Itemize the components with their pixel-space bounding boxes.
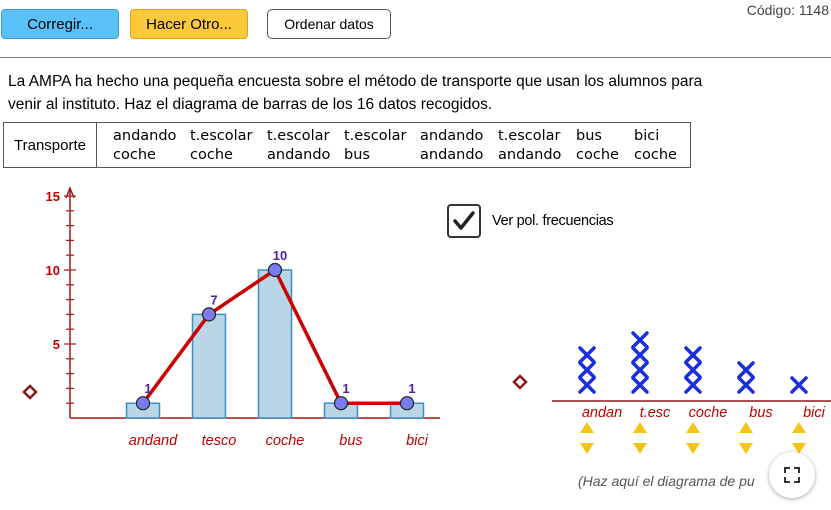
- hacer-otro-button[interactable]: Hacer Otro...: [130, 9, 248, 39]
- dot-plot-marker: [633, 378, 647, 392]
- dot-plot-marker: [686, 348, 700, 362]
- table-cell: bici coche: [634, 128, 677, 163]
- decrease-arrow-icon: [580, 443, 594, 454]
- dot-plot-marker: [633, 348, 647, 362]
- x-tick-label: andand: [128, 433, 178, 449]
- value-label: 1: [342, 381, 350, 397]
- y-tick-label: 15: [45, 189, 60, 204]
- dot-plot-category-label: t.esc: [639, 405, 671, 421]
- x-tick-label: bici: [406, 433, 428, 449]
- fullscreen-button[interactable]: [769, 452, 815, 498]
- dot-plot-hint: (Haz aquí el diagrama de pu: [578, 473, 755, 489]
- decrease-arrow-icon: [686, 443, 700, 454]
- decrease-arrow-icon: [739, 443, 753, 454]
- value-label: 1: [408, 381, 416, 397]
- dot-plot-marker: [792, 378, 806, 392]
- value-label: 10: [272, 248, 288, 263]
- increase-arrow-icon: [686, 422, 700, 433]
- diamond-marker: [514, 376, 526, 388]
- codigo-label: Código: 1148: [746, 2, 829, 18]
- dot-plot-marker: [686, 378, 700, 392]
- dot-plot-marker: [580, 363, 594, 377]
- table-cell: t.escolar andando: [498, 128, 562, 163]
- dot-plot-category-label: bus: [749, 405, 773, 421]
- dot-plot-marker: [739, 363, 753, 377]
- corregir-button[interactable]: Corregir...: [1, 9, 119, 39]
- x-tick-label: coche: [265, 433, 305, 449]
- increase-arrow-icon: [633, 422, 647, 433]
- dot-plot-marker: [580, 348, 594, 362]
- check-icon: [449, 206, 479, 236]
- ordenar-datos-button[interactable]: Ordenar datos: [267, 9, 391, 39]
- x-tick-label: tesco: [201, 433, 237, 449]
- dot-plot-category-label: andan: [581, 405, 623, 421]
- dot-plot-marker: [580, 378, 594, 392]
- table-cell: t.escolar bus: [344, 128, 407, 163]
- y-tick-label: 5: [52, 337, 60, 352]
- dot-plot-marker: [633, 333, 647, 347]
- table-cell: bus coche: [576, 128, 619, 163]
- table-cell: andando coche: [113, 128, 177, 163]
- table-cell: t.escolar coche: [190, 128, 253, 163]
- value-label: 1: [144, 381, 152, 397]
- question-line-1: La AMPA ha hecho una pequeña encuesta sobre el método de transporte que usan los alumnos para: [8, 73, 703, 90]
- dot-plot-marker: [686, 363, 700, 377]
- ver-frecuencias-checkbox[interactable]: [447, 204, 481, 238]
- value-label: 7: [210, 292, 218, 308]
- decrease-arrow-icon: [633, 443, 647, 454]
- table-cell: t.escolar andando: [267, 128, 331, 163]
- fullscreen-icon: [769, 452, 815, 498]
- y-tick-label: 10: [45, 263, 60, 278]
- dot-plot-marker: [739, 378, 753, 392]
- increase-arrow-icon: [792, 422, 806, 433]
- dot-plot-marker: [633, 363, 647, 377]
- x-tick-label: bus: [339, 433, 363, 449]
- ver-frecuencias-label[interactable]: Ver pol. frecuencias: [492, 213, 614, 229]
- increase-arrow-icon: [739, 422, 753, 433]
- dot-plot-category-label: coche: [688, 405, 728, 421]
- table-header: Transporte: [4, 123, 97, 167]
- dot-plot-category-label: bici: [803, 405, 825, 421]
- table-cell: andando andando: [420, 128, 484, 163]
- increase-arrow-icon: [580, 422, 594, 433]
- question-line-2: venir al instituto. Haz el diagrama de barras de los 16 datos recogidos.: [8, 96, 493, 113]
